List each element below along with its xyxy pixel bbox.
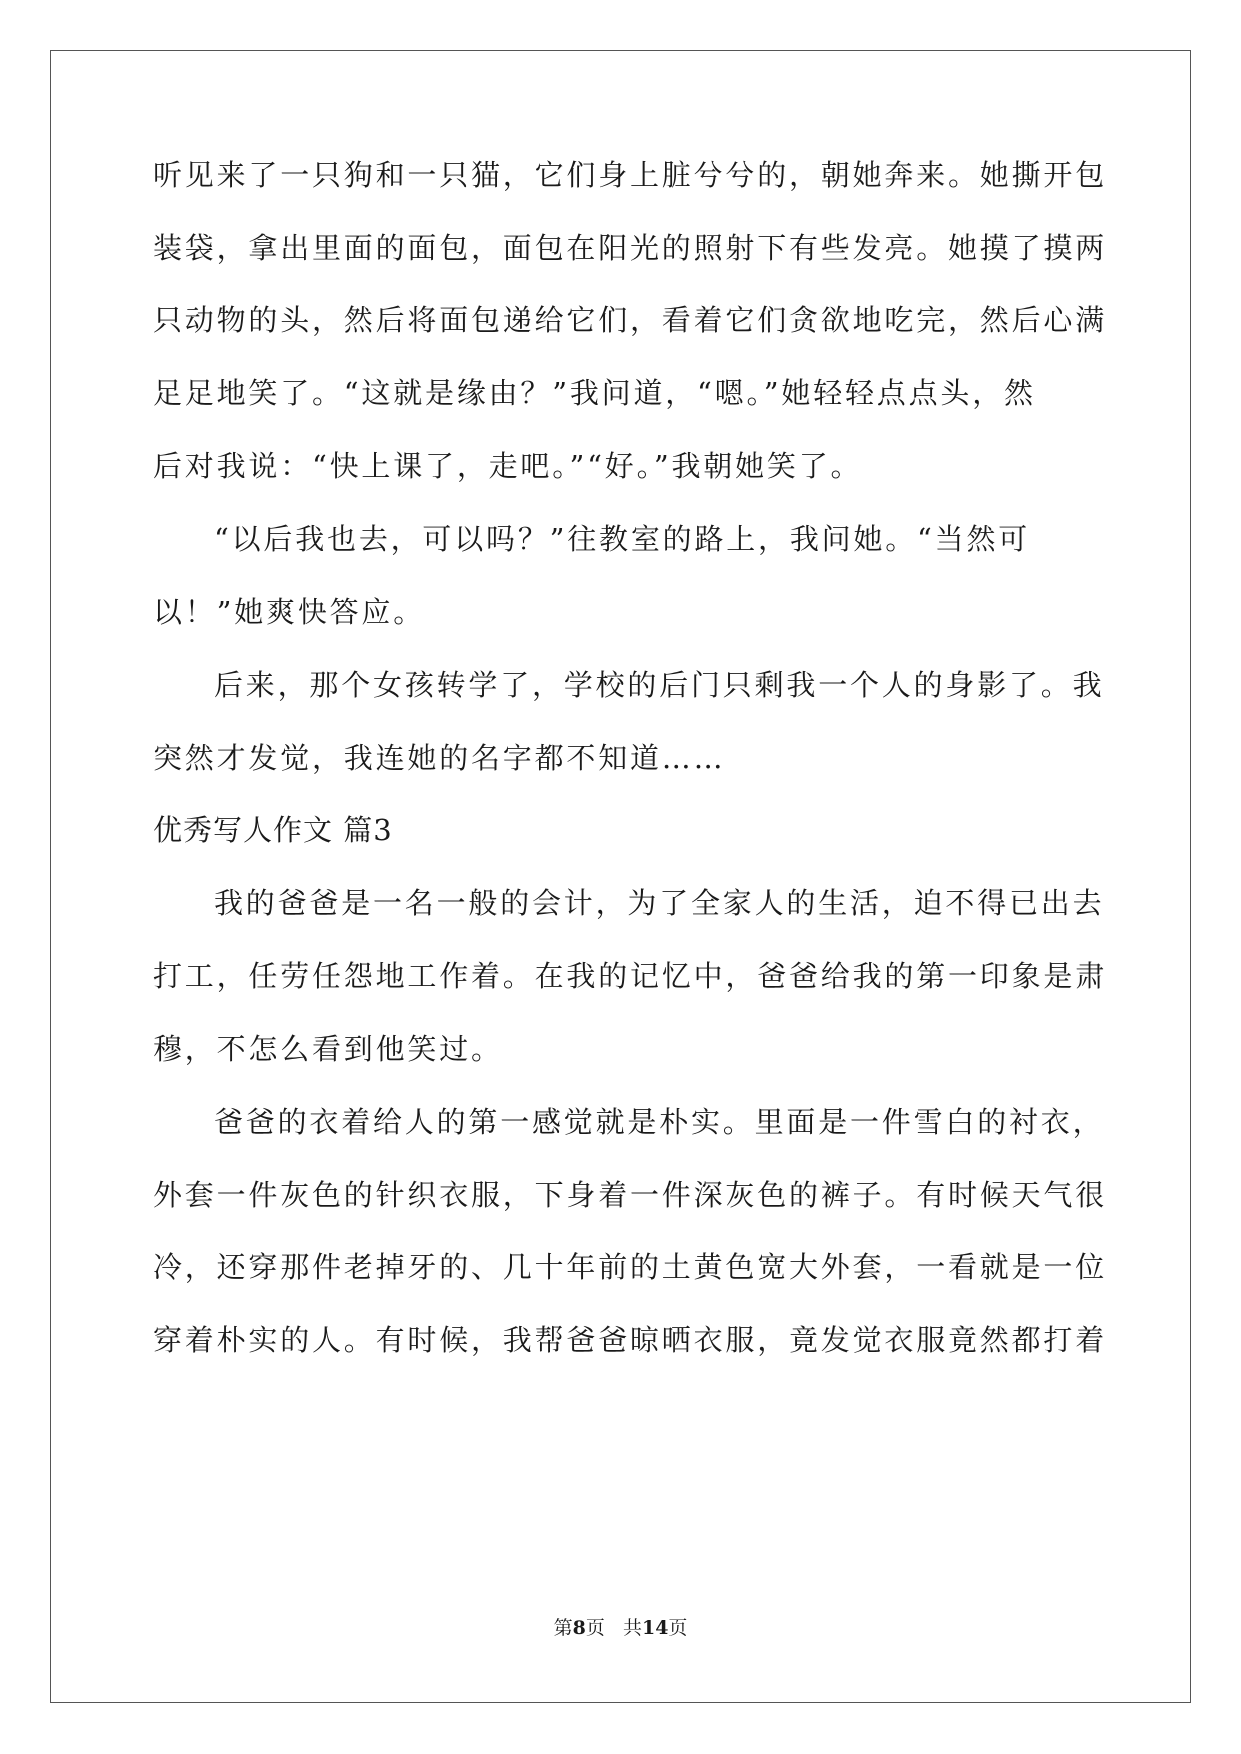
text-line: 穿着朴实的人。有时候，我帮爸爸晾晒衣服，竟发觉衣服竟然都打着 [153, 1323, 1108, 1357]
total-suffix: 页 [668, 1617, 688, 1639]
page-border [50, 50, 1191, 1703]
text-line: 只动物的头，然后将面包递给它们，看着它们贪欲地吃完，然后心满 [153, 303, 1108, 337]
text-line: 听见来了一只狗和一只猫，它们身上脏兮兮的，朝她奔来。她撕开包 [153, 158, 1108, 192]
text-line: 爸爸的衣着给人的第一感觉就是朴实。里面是一件雪白的衬衣， [214, 1105, 1105, 1139]
text-line: 后对我说：“快上课了，走吧。”“好。”我朝她笑了。 [153, 449, 863, 483]
text-line: 打工，任劳任怨地工作着。在我的记忆中，爸爸给我的第一印象是肃 [153, 959, 1108, 993]
page-number: 8 [572, 1617, 586, 1639]
text-line: 穆，不怎么看到他笑过。 [153, 1032, 503, 1066]
page-suffix: 页 [585, 1617, 605, 1639]
section-heading: 优秀写人作文 篇3 [153, 813, 393, 847]
page-prefix: 第 [553, 1617, 573, 1639]
page-footer [0, 1616, 1241, 1640]
text-line: 后来，那个女孩转学了，学校的后门只剩我一个人的身影了。我 [214, 668, 1105, 702]
text-line: 外套一件灰色的针织衣服，下身着一件深灰色的裤子。有时候天气很 [153, 1178, 1108, 1212]
text-line: “以后我也去，可以吗？”往教室的路上，我问她。“当然可 [214, 522, 1031, 556]
text-line: 足足地笑了。“这就是缘由？”我问道，“嗯。”她轻轻点点头，然 [153, 376, 1036, 410]
text-line: 我的爸爸是一名一般的会计，为了全家人的生活，迫不得已出去 [214, 886, 1105, 920]
total-prefix: 共 [622, 1617, 642, 1639]
text-line: 突然才发觉，我连她的名字都不知道…… [153, 741, 726, 775]
text-line: 以！”她爽快答应。 [153, 595, 426, 629]
text-line: 装袋，拿出里面的面包，面包在阳光的照射下有些发亮。她摸了摸两 [153, 231, 1108, 265]
text-line: 冷，还穿那件老掉牙的、几十年前的土黄色宽大外套，一看就是一位 [153, 1250, 1108, 1284]
total-pages: 14 [641, 1617, 669, 1639]
